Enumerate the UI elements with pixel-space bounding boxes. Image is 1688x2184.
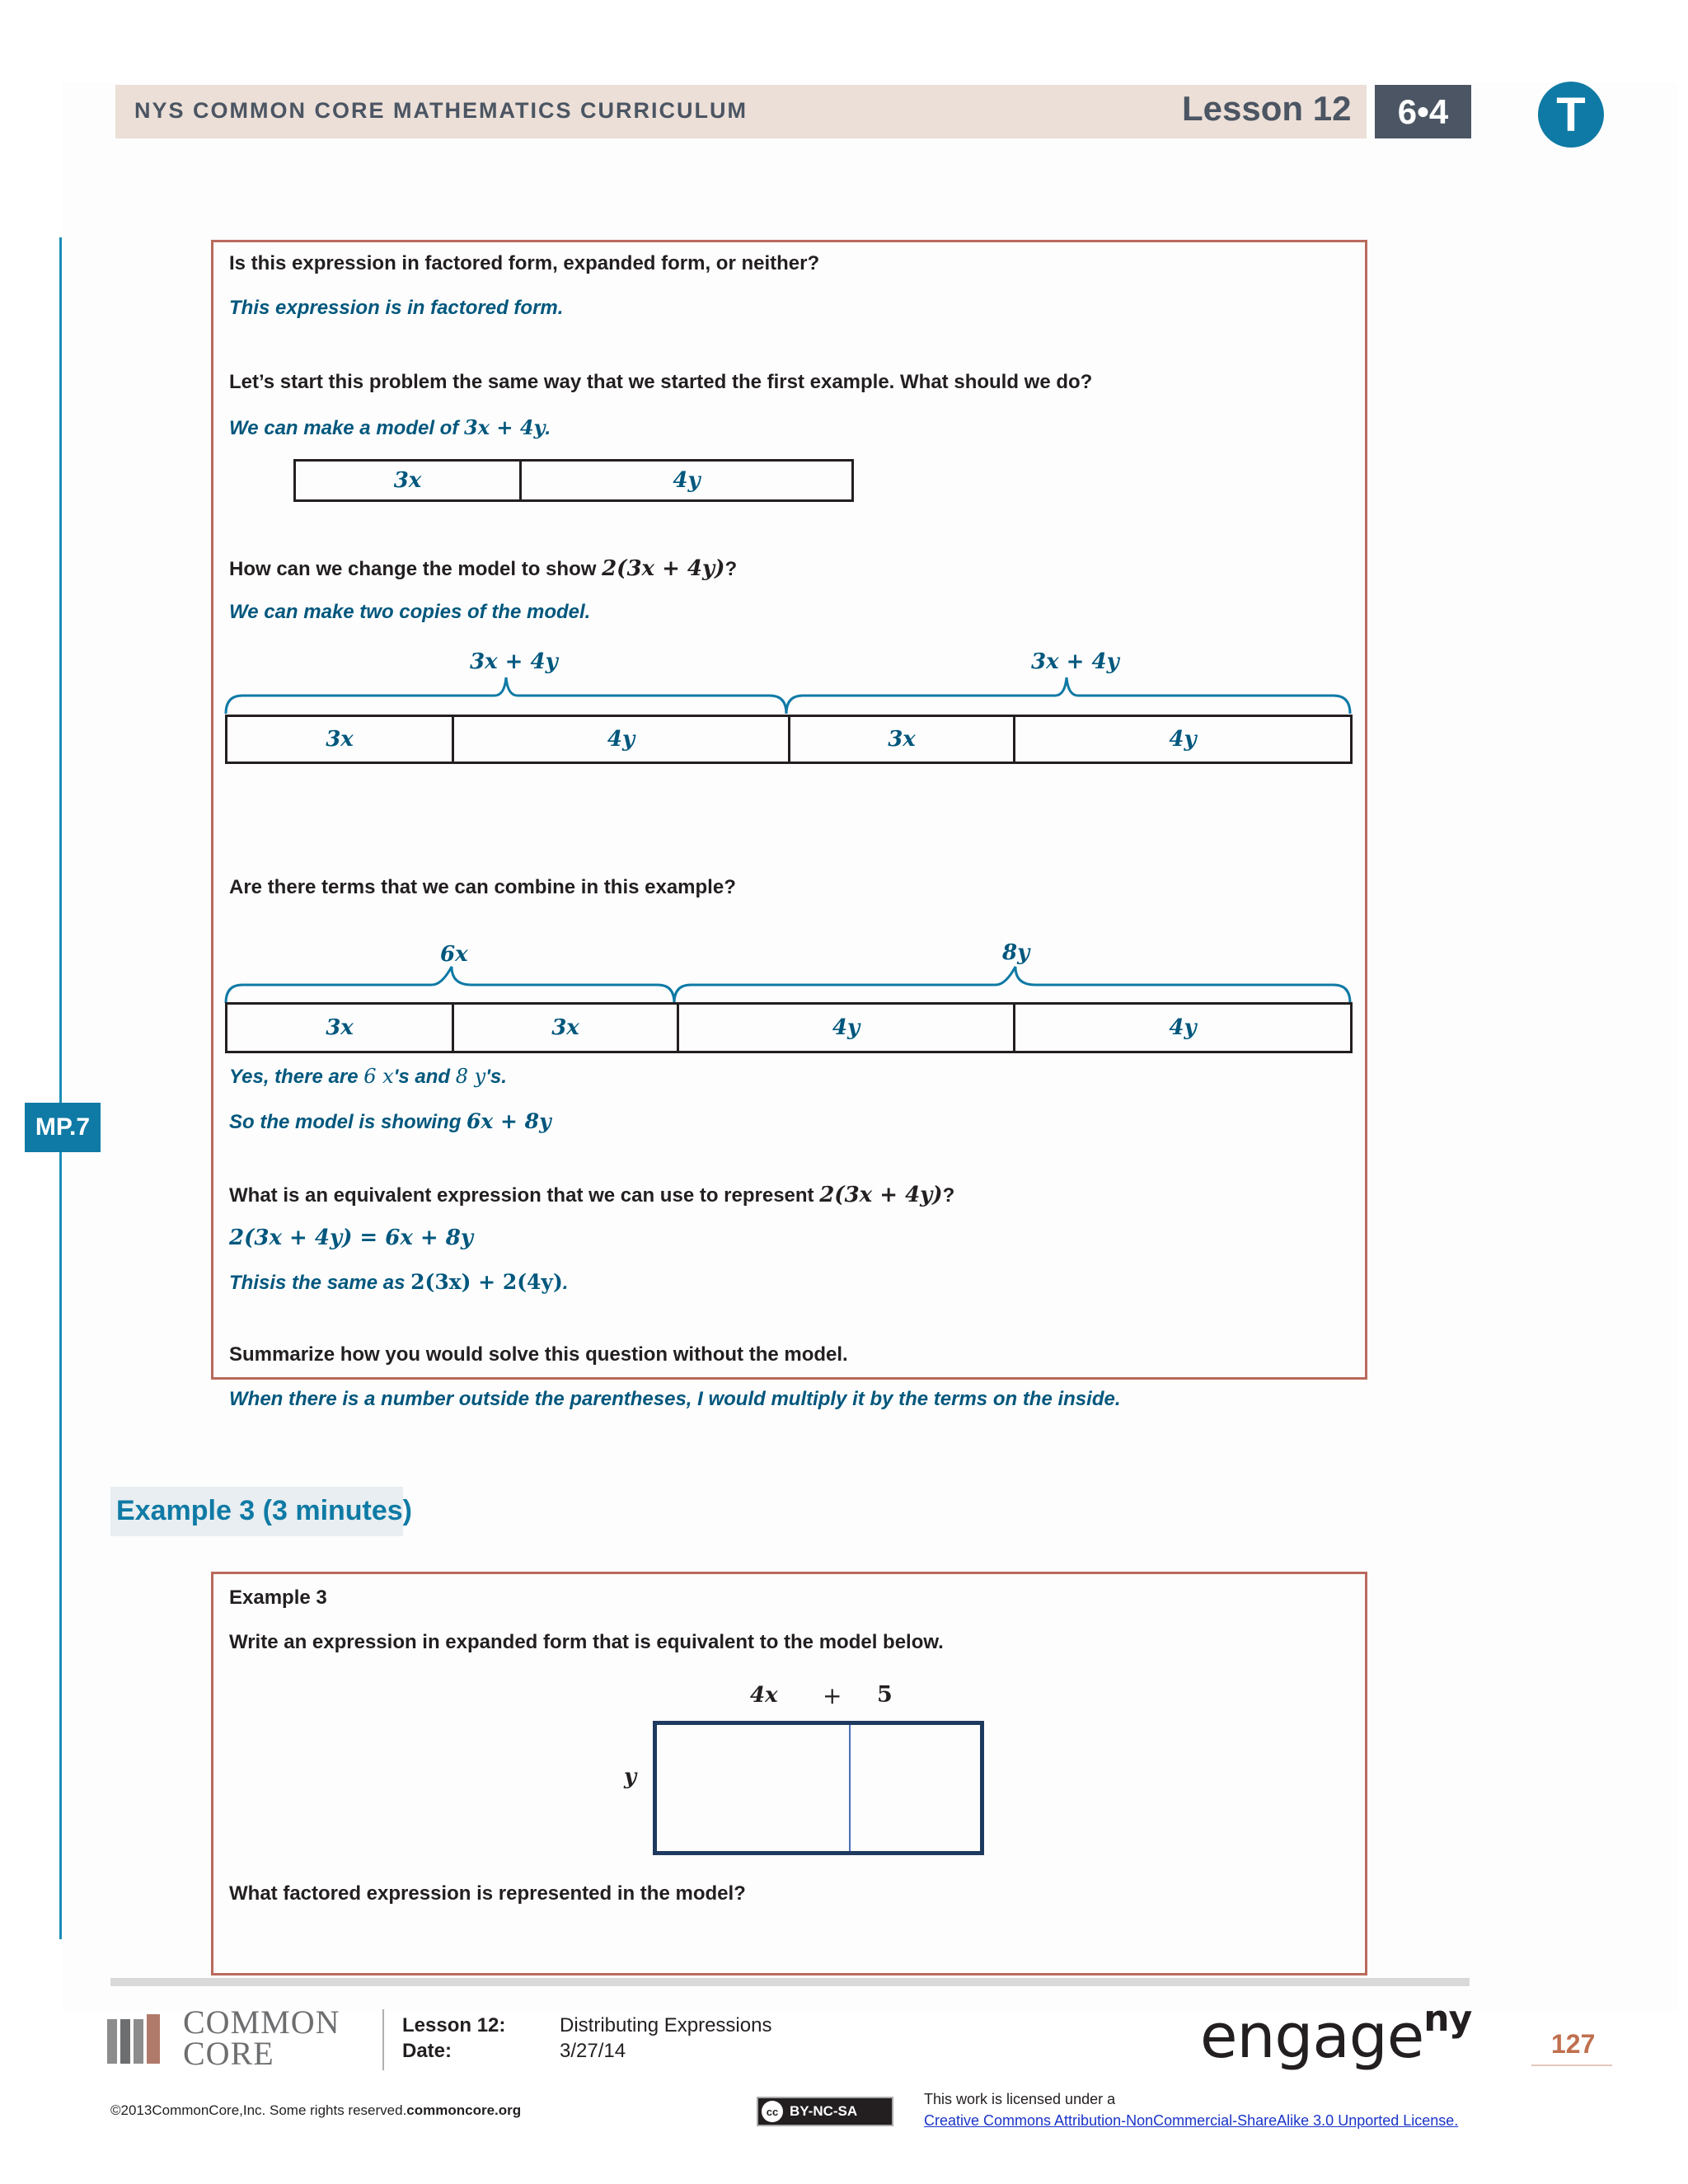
answer-5 xyxy=(229,1109,551,1134)
model1-cell-4y: 4y xyxy=(519,459,854,502)
module-label: 6•4 xyxy=(1397,91,1449,131)
brace1-right xyxy=(786,677,1350,714)
answer-1: This expression is in factored form. xyxy=(229,297,564,319)
page-number-rule xyxy=(1531,2064,1612,2066)
model3-cell-3: 4y xyxy=(677,1002,1015,1053)
answer-5-text: So the model is showing xyxy=(229,1111,467,1133)
left-rule xyxy=(59,237,62,1939)
answer-4 xyxy=(229,1065,507,1089)
answer-6: 2(3x + 4y) = 6x + 8y xyxy=(229,1226,473,1250)
question-3-end: ? xyxy=(724,558,738,580)
answer-2-end: . xyxy=(545,417,551,439)
question-5 xyxy=(229,1183,954,1207)
question-5-end: ? xyxy=(942,1184,955,1207)
engage-text: engage xyxy=(1200,2001,1424,2072)
copyright-text: ©2013CommonCore,Inc. Some rights reserved. xyxy=(110,2102,407,2118)
brace2-right xyxy=(674,967,1350,1003)
engage-logo xyxy=(1200,1998,1472,2072)
question-3-text: How can we change the model to show xyxy=(229,558,603,580)
question-5-text: What is an equivalent expression that we can use to represent xyxy=(229,1184,820,1207)
example-3-question-1: Write an expression in expanded form that is equivalent to the model below. xyxy=(229,1631,944,1653)
cc-badge-text: BY-NC-SA xyxy=(790,2103,858,2119)
mp-tag xyxy=(25,1103,101,1152)
page-number: 127 xyxy=(1551,2029,1596,2059)
answer-3: We can make two copies of the model. xyxy=(229,601,591,623)
brace1-left xyxy=(226,677,786,714)
answer-7 xyxy=(229,1270,568,1295)
after-box-answer: When there is a number outside the parentheses, I would multiply it by the terms on the inside. xyxy=(229,1388,1121,1410)
question-6: Summarize how you would solve this question without the model. xyxy=(229,1343,848,1366)
model3-cell-2: 3x xyxy=(452,1002,679,1053)
model1-cell-3x: 3x xyxy=(293,459,522,502)
cc-license-badge[interactable] xyxy=(757,2097,893,2126)
model3-cell-1: 3x xyxy=(225,1002,454,1053)
answer-5-math: 6x + 8y xyxy=(467,1109,551,1133)
model-top-left: 4x xyxy=(750,1683,778,1708)
brace2-label-right: 8y xyxy=(1002,940,1030,965)
footer-lesson-label: Lesson 12: xyxy=(402,2014,506,2036)
model2-cell-1: 3x xyxy=(225,715,454,764)
model2-cell-4: 4y xyxy=(1013,715,1353,764)
example-3-question-2: What factored expression is represented in the model? xyxy=(229,1882,746,1905)
logo-line-2: CORE xyxy=(183,2035,274,2072)
lesson-title: Lesson 12 xyxy=(1182,89,1352,128)
model-side-label: y xyxy=(624,1765,637,1789)
question-4: Are there terms that we can combine in this example? xyxy=(229,876,736,898)
question-1: Is this expression in factored form, expanded form, or neither? xyxy=(229,252,820,274)
footer-rule xyxy=(110,1978,1470,1986)
area-model-divider xyxy=(849,1725,851,1851)
teacher-badge-letter: T xyxy=(1556,87,1586,142)
copyright xyxy=(110,2102,521,2119)
answer-7-math: 2(3x) + 2(4y) xyxy=(410,1270,563,1294)
model2-cell-3: 3x xyxy=(788,715,1015,764)
answer-7-text: Thisis the same as xyxy=(229,1272,411,1294)
question-2: Let’s start this problem the same way that we started the first example. What should we do? xyxy=(229,371,1093,393)
section-title: Example 3 (3 minutes) xyxy=(116,1495,413,1526)
answer-4-mid: 's and xyxy=(393,1066,456,1088)
footer-date-value: 3/27/14 xyxy=(560,2040,626,2062)
answer-7-end: . xyxy=(562,1272,569,1294)
answer-2 xyxy=(229,415,551,440)
question-3-math: 2(3x + 4y) xyxy=(602,556,725,581)
answer-4-math-2: 8 y xyxy=(455,1065,486,1088)
answer-2-math: 3x + 4y xyxy=(464,415,546,439)
example-3-title: Example 3 xyxy=(229,1586,327,1609)
engage-sup: ny xyxy=(1423,1998,1472,2041)
answer-2-text: We can make a model of xyxy=(229,417,464,439)
brace-group-2 xyxy=(223,960,1356,1006)
brace2-label-left: 6x xyxy=(440,942,468,967)
footer-divider xyxy=(382,2009,384,2070)
mp-tag-label: MP.7 xyxy=(35,1113,91,1141)
answer-4-math-1: 6 x xyxy=(363,1065,394,1088)
module-box xyxy=(1375,85,1471,138)
copyright-site[interactable]: commoncore.org xyxy=(406,2102,522,2118)
license-link[interactable]: Creative Commons Attribution-NonCommercial-ShareAlike 3.0 Unported License. xyxy=(924,2112,1459,2129)
model-top-right: 5 xyxy=(877,1682,893,1708)
license-line-1: This work is licensed under a xyxy=(924,2091,1116,2107)
model3-cell-4: 4y xyxy=(1013,1002,1353,1053)
common-core-logo xyxy=(107,2011,173,2065)
answer-4-end: 's. xyxy=(485,1066,507,1088)
brace1-label-left: 3x + 4y xyxy=(470,649,558,674)
area-model xyxy=(653,1721,984,1855)
brace2-left xyxy=(226,967,674,1003)
brace-group-1 xyxy=(223,671,1356,717)
logo-line-1: COMMON xyxy=(183,2004,340,2041)
answer-4-text: Yes, there are xyxy=(229,1066,364,1088)
model-top-plus: + xyxy=(823,1682,842,1709)
curriculum-title: NYS COMMON CORE MATHEMATICS CURRICULUM xyxy=(134,98,748,123)
footer-lesson-value: Distributing Expressions xyxy=(560,2014,772,2036)
model2-cell-2: 4y xyxy=(452,715,790,764)
question-5-math: 2(3x + 4y) xyxy=(819,1183,943,1207)
discussion-box xyxy=(211,240,1367,1380)
footer-date-label: Date: xyxy=(402,2040,452,2062)
brace1-label-right: 3x + 4y xyxy=(1031,649,1119,674)
teacher-badge xyxy=(1538,82,1604,148)
question-3 xyxy=(229,556,737,581)
cc-icon: cc xyxy=(762,2101,783,2122)
